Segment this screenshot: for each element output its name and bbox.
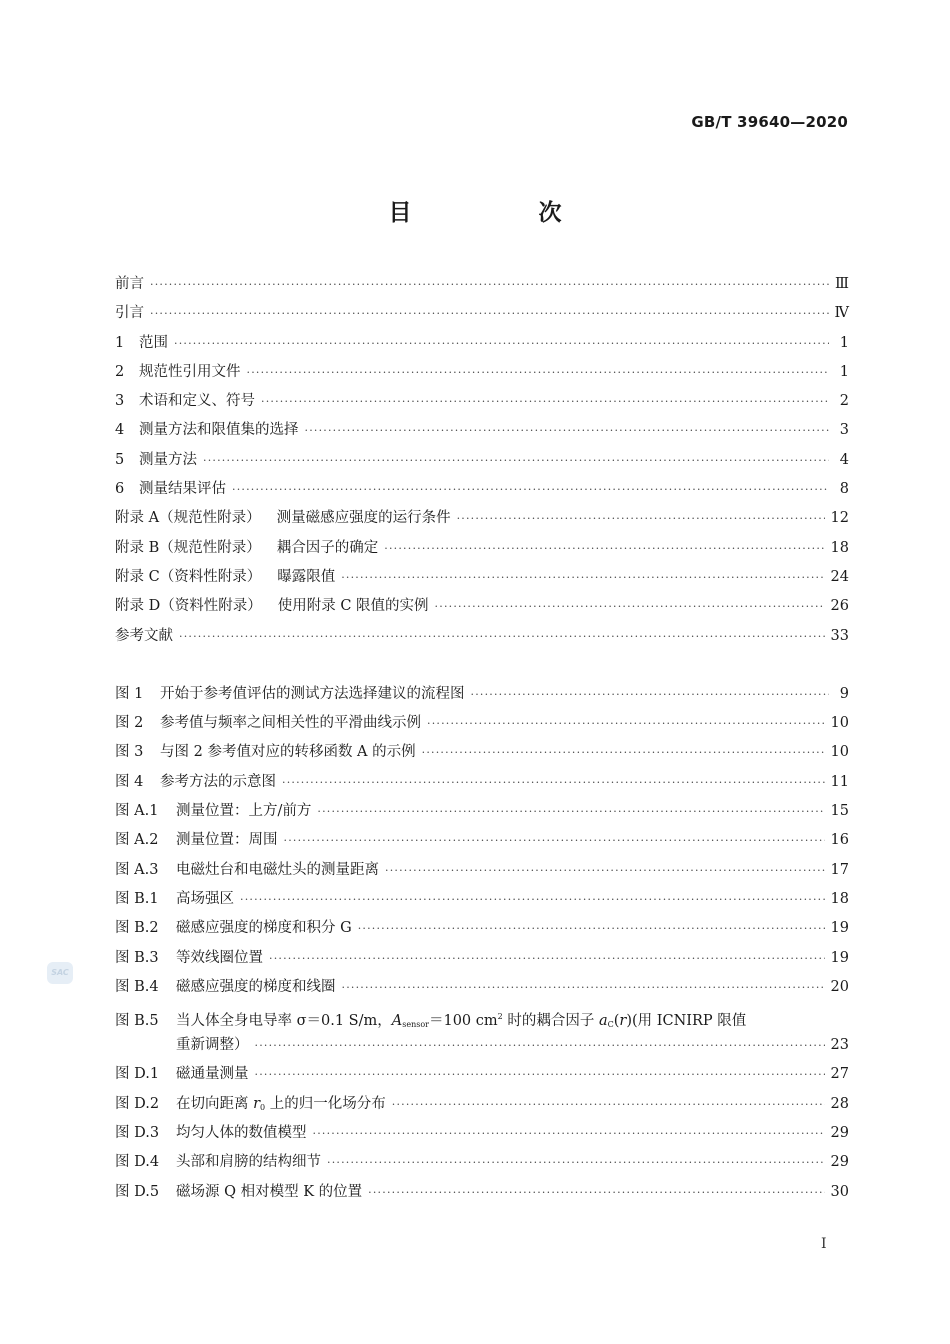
leader-dots [150, 270, 829, 299]
entry-label: 重新调整） [176, 1037, 249, 1054]
entry-label: 测量方法和限值集的选择 [139, 422, 299, 439]
entry-page: 19 [830, 920, 849, 937]
entry-page: 30 [830, 1183, 849, 1200]
entry-label: 头部和肩膀的结构细节 [176, 1154, 321, 1171]
entry-label: 电磁灶台和电磁灶头的测量距离 [176, 861, 379, 878]
entry-number: 图 B.2 [115, 920, 159, 937]
contents-list [115, 270, 849, 651]
toc-entry[interactable] [115, 826, 849, 855]
entry-label: 范围 [139, 334, 168, 351]
entry-page: 29 [830, 1125, 849, 1142]
toc-entry[interactable] [115, 797, 849, 826]
leader-dots [232, 475, 829, 504]
toc-entry[interactable] [115, 299, 849, 328]
entry-number: 图 D.4 [115, 1154, 160, 1171]
math-subscript: 0 [260, 1102, 266, 1112]
entry-number: 附录 D（资料性附录） [115, 598, 262, 615]
entry-label: 磁感应强度的梯度和积分 G [176, 920, 352, 937]
entry-label: 与图 2 参考值对应的转移函数 A 的示例 [160, 744, 416, 761]
toc-entry-figure-b5[interactable] [115, 1002, 849, 1031]
leader-dots [179, 622, 825, 651]
entry-page: 12 [830, 510, 849, 527]
entry-page: 17 [830, 861, 849, 878]
figures-list [115, 680, 849, 1207]
leader-dots [255, 1031, 825, 1060]
toc-entry[interactable] [115, 592, 849, 621]
toc-entry[interactable] [115, 885, 849, 914]
entry-page: 10 [830, 744, 849, 761]
entry-number: 2 [115, 363, 125, 380]
leader-dots [327, 1148, 825, 1177]
leader-dots [305, 416, 830, 445]
leader-dots [422, 738, 825, 767]
math-subscript: sensor [402, 1020, 429, 1030]
page-number: I [821, 1236, 827, 1252]
entry-page: 18 [830, 890, 849, 907]
entry-page: 3 [839, 422, 849, 439]
entry-label: 术语和定义、符号 [139, 393, 255, 410]
entry-page: Ⅳ [834, 305, 849, 322]
entry-label: 曝露限值 [277, 568, 336, 585]
leader-dots [269, 944, 825, 973]
entry-page: 9 [839, 685, 849, 702]
entry-page: 2 [839, 393, 849, 410]
toc-entry[interactable] [115, 1148, 849, 1177]
entry-label: 测量位置：周围 [176, 832, 278, 849]
entry-page: 27 [830, 1066, 849, 1083]
toc-entry[interactable] [115, 534, 849, 563]
entry-label: 磁感应强度的梯度和线圈 [176, 978, 336, 995]
entry-number: 4 [115, 422, 125, 439]
leader-dots [247, 358, 830, 387]
entry-number: 附录 B（规范性附录） [115, 539, 261, 556]
leader-dots [174, 329, 829, 358]
entry-page: 18 [830, 539, 849, 556]
entry-number: 图 D.2 [115, 1095, 160, 1112]
entry-label: 参考文献 [115, 627, 173, 644]
leader-dots [317, 797, 824, 826]
leader-dots [427, 709, 825, 738]
entry-number: 图 B.1 [115, 890, 159, 907]
entry-label [176, 1090, 386, 1122]
entry-number: 图 A.1 [115, 803, 159, 820]
entry-label: 前言 [115, 276, 144, 292]
leader-dots [341, 563, 824, 592]
entry-label: 使用附录 C 限值的实例 [277, 598, 429, 615]
math-symbol: r [253, 1095, 261, 1112]
entry-number: 图 D.3 [115, 1125, 160, 1142]
entry-page: 29 [830, 1154, 849, 1171]
entry-number: 图 D.1 [115, 1066, 160, 1083]
leader-dots [385, 856, 825, 885]
leader-dots [284, 826, 825, 855]
leader-dots [457, 504, 825, 533]
math-symbol: r [619, 1013, 627, 1030]
leader-dots [313, 1119, 825, 1148]
entry-label: 测量结果评估 [139, 481, 226, 498]
page-title: 目 次 [388, 200, 614, 226]
entry-page: 16 [830, 832, 849, 849]
entry-number: 图 2 [115, 715, 144, 732]
entry-number: 6 [115, 481, 125, 498]
toc-entry[interactable] [115, 856, 849, 885]
toc-entry[interactable] [115, 622, 849, 651]
entry-number: 图 A.2 [115, 832, 159, 849]
entry-number: 图 A.3 [115, 861, 159, 878]
toc-entry[interactable] [115, 563, 849, 592]
entry-number: 3 [115, 393, 125, 410]
entry-label: 磁场源 Q 相对模型 K 的位置 [176, 1183, 363, 1200]
leader-dots [240, 885, 825, 914]
toc-entry[interactable] [115, 944, 849, 973]
leader-dots [368, 1178, 824, 1207]
toc-entry[interactable] [115, 709, 849, 738]
entry-label: 引言 [115, 305, 144, 322]
toc-entry[interactable] [115, 446, 849, 475]
toc-entry[interactable] [115, 358, 849, 387]
entry-page: 33 [830, 627, 849, 644]
entry-label: 耦合因子的确定 [276, 539, 379, 556]
entry-number: 图 1 [115, 685, 144, 702]
leader-dots [358, 914, 825, 943]
entry-number: 图 3 [115, 744, 144, 761]
leader-dots [471, 680, 830, 709]
label-text: 时的耦合因子 [502, 1013, 599, 1030]
entry-page: 26 [830, 598, 849, 615]
label-text: 当人体全身电导率 σ＝0.1 S/m， [176, 1013, 392, 1030]
entry-page: 19 [830, 949, 849, 966]
leader-dots [342, 973, 825, 1002]
toc-entry[interactable] [115, 504, 849, 533]
toc-entry[interactable] [115, 973, 849, 1002]
entry-page: 15 [830, 803, 849, 820]
entry-label: 磁通量测量 [176, 1066, 249, 1083]
table-of-contents [115, 270, 849, 1207]
label-text: 在切向距离 [176, 1095, 254, 1112]
entry-label: 等效线圈位置 [176, 949, 263, 966]
toc-entry[interactable] [115, 1060, 849, 1089]
entry-label: 规范性引用文件 [139, 363, 241, 380]
entry-number: 附录 C（资料性附录） [115, 568, 262, 585]
toc-entry[interactable] [115, 270, 849, 299]
entry-label: 均匀人体的数值模型 [176, 1125, 307, 1142]
sac-watermark: SAC [47, 962, 73, 984]
toc-entry-figure-b5-cont[interactable] [115, 1031, 849, 1060]
entry-page: 8 [839, 481, 849, 498]
entry-number: 1 [115, 334, 125, 351]
entry-number: 图 B.4 [115, 978, 159, 995]
entry-label: 高场强区 [176, 890, 234, 907]
label-text: )(用 ICNIRP 限值 [626, 1013, 747, 1030]
entry-label: 测量方法 [139, 451, 197, 468]
entry-page: 10 [830, 715, 849, 732]
toc-entry[interactable] [115, 680, 849, 709]
toc-entry[interactable] [115, 416, 849, 445]
entry-page: 28 [830, 1095, 849, 1112]
entry-page: 23 [830, 1037, 849, 1054]
entry-page: 20 [830, 978, 849, 995]
math-symbol: A [391, 1013, 403, 1030]
entry-number: 图 D.5 [115, 1183, 160, 1200]
entry-page: 24 [830, 568, 849, 585]
entry-page: 1 [839, 334, 849, 351]
toc-entry[interactable] [115, 387, 849, 416]
leader-dots [150, 299, 829, 328]
entry-label: 测量位置：上方/前方 [176, 803, 312, 820]
toc-entry[interactable] [115, 914, 849, 943]
label-text: 上的归一化场分布 [265, 1095, 386, 1112]
entry-number: 5 [115, 451, 125, 468]
leader-dots [384, 534, 824, 563]
entry-number: 图 B.3 [115, 949, 159, 966]
leader-dots [435, 592, 825, 621]
toc-entry[interactable] [115, 1178, 849, 1207]
toc-entry[interactable] [115, 329, 849, 358]
leader-dots [261, 387, 829, 416]
toc-entry[interactable] [115, 738, 849, 767]
math-symbol: a [598, 1013, 608, 1030]
label-text: ( [613, 1013, 620, 1030]
entry-label: 测量磁感应强度的运行条件 [276, 510, 451, 527]
entry-label: 参考方法的示意图 [160, 773, 276, 790]
entry-page: Ⅲ [835, 276, 849, 292]
entry-number: 图 B.5 [115, 1013, 159, 1030]
toc-entry[interactable] [115, 475, 849, 504]
entry-number: 附录 A（规范性附录） [115, 510, 261, 527]
entry-page: 11 [830, 773, 849, 790]
entry-page: 1 [839, 363, 849, 380]
entry-number: 图 4 [115, 773, 144, 790]
leader-dots [282, 768, 825, 797]
entry-label: 开始于参考值评估的测试方法选择建议的流程图 [160, 685, 465, 702]
math-superscript: 2 [497, 1012, 503, 1022]
entry-label: 参考值与频率之间相关性的平滑曲线示例 [160, 715, 421, 732]
toc-entry[interactable] [115, 768, 849, 797]
entry-page: 4 [839, 451, 849, 468]
toc-entry[interactable] [115, 1119, 849, 1148]
leader-dots [392, 1090, 825, 1119]
toc-entry[interactable] [115, 1090, 849, 1119]
leader-dots [203, 446, 829, 475]
leader-dots [255, 1060, 825, 1089]
label-text: ＝100 cm [428, 1013, 498, 1030]
standard-code: GB/T 39640—2020 [691, 113, 848, 131]
math-subscript: C [607, 1020, 614, 1030]
